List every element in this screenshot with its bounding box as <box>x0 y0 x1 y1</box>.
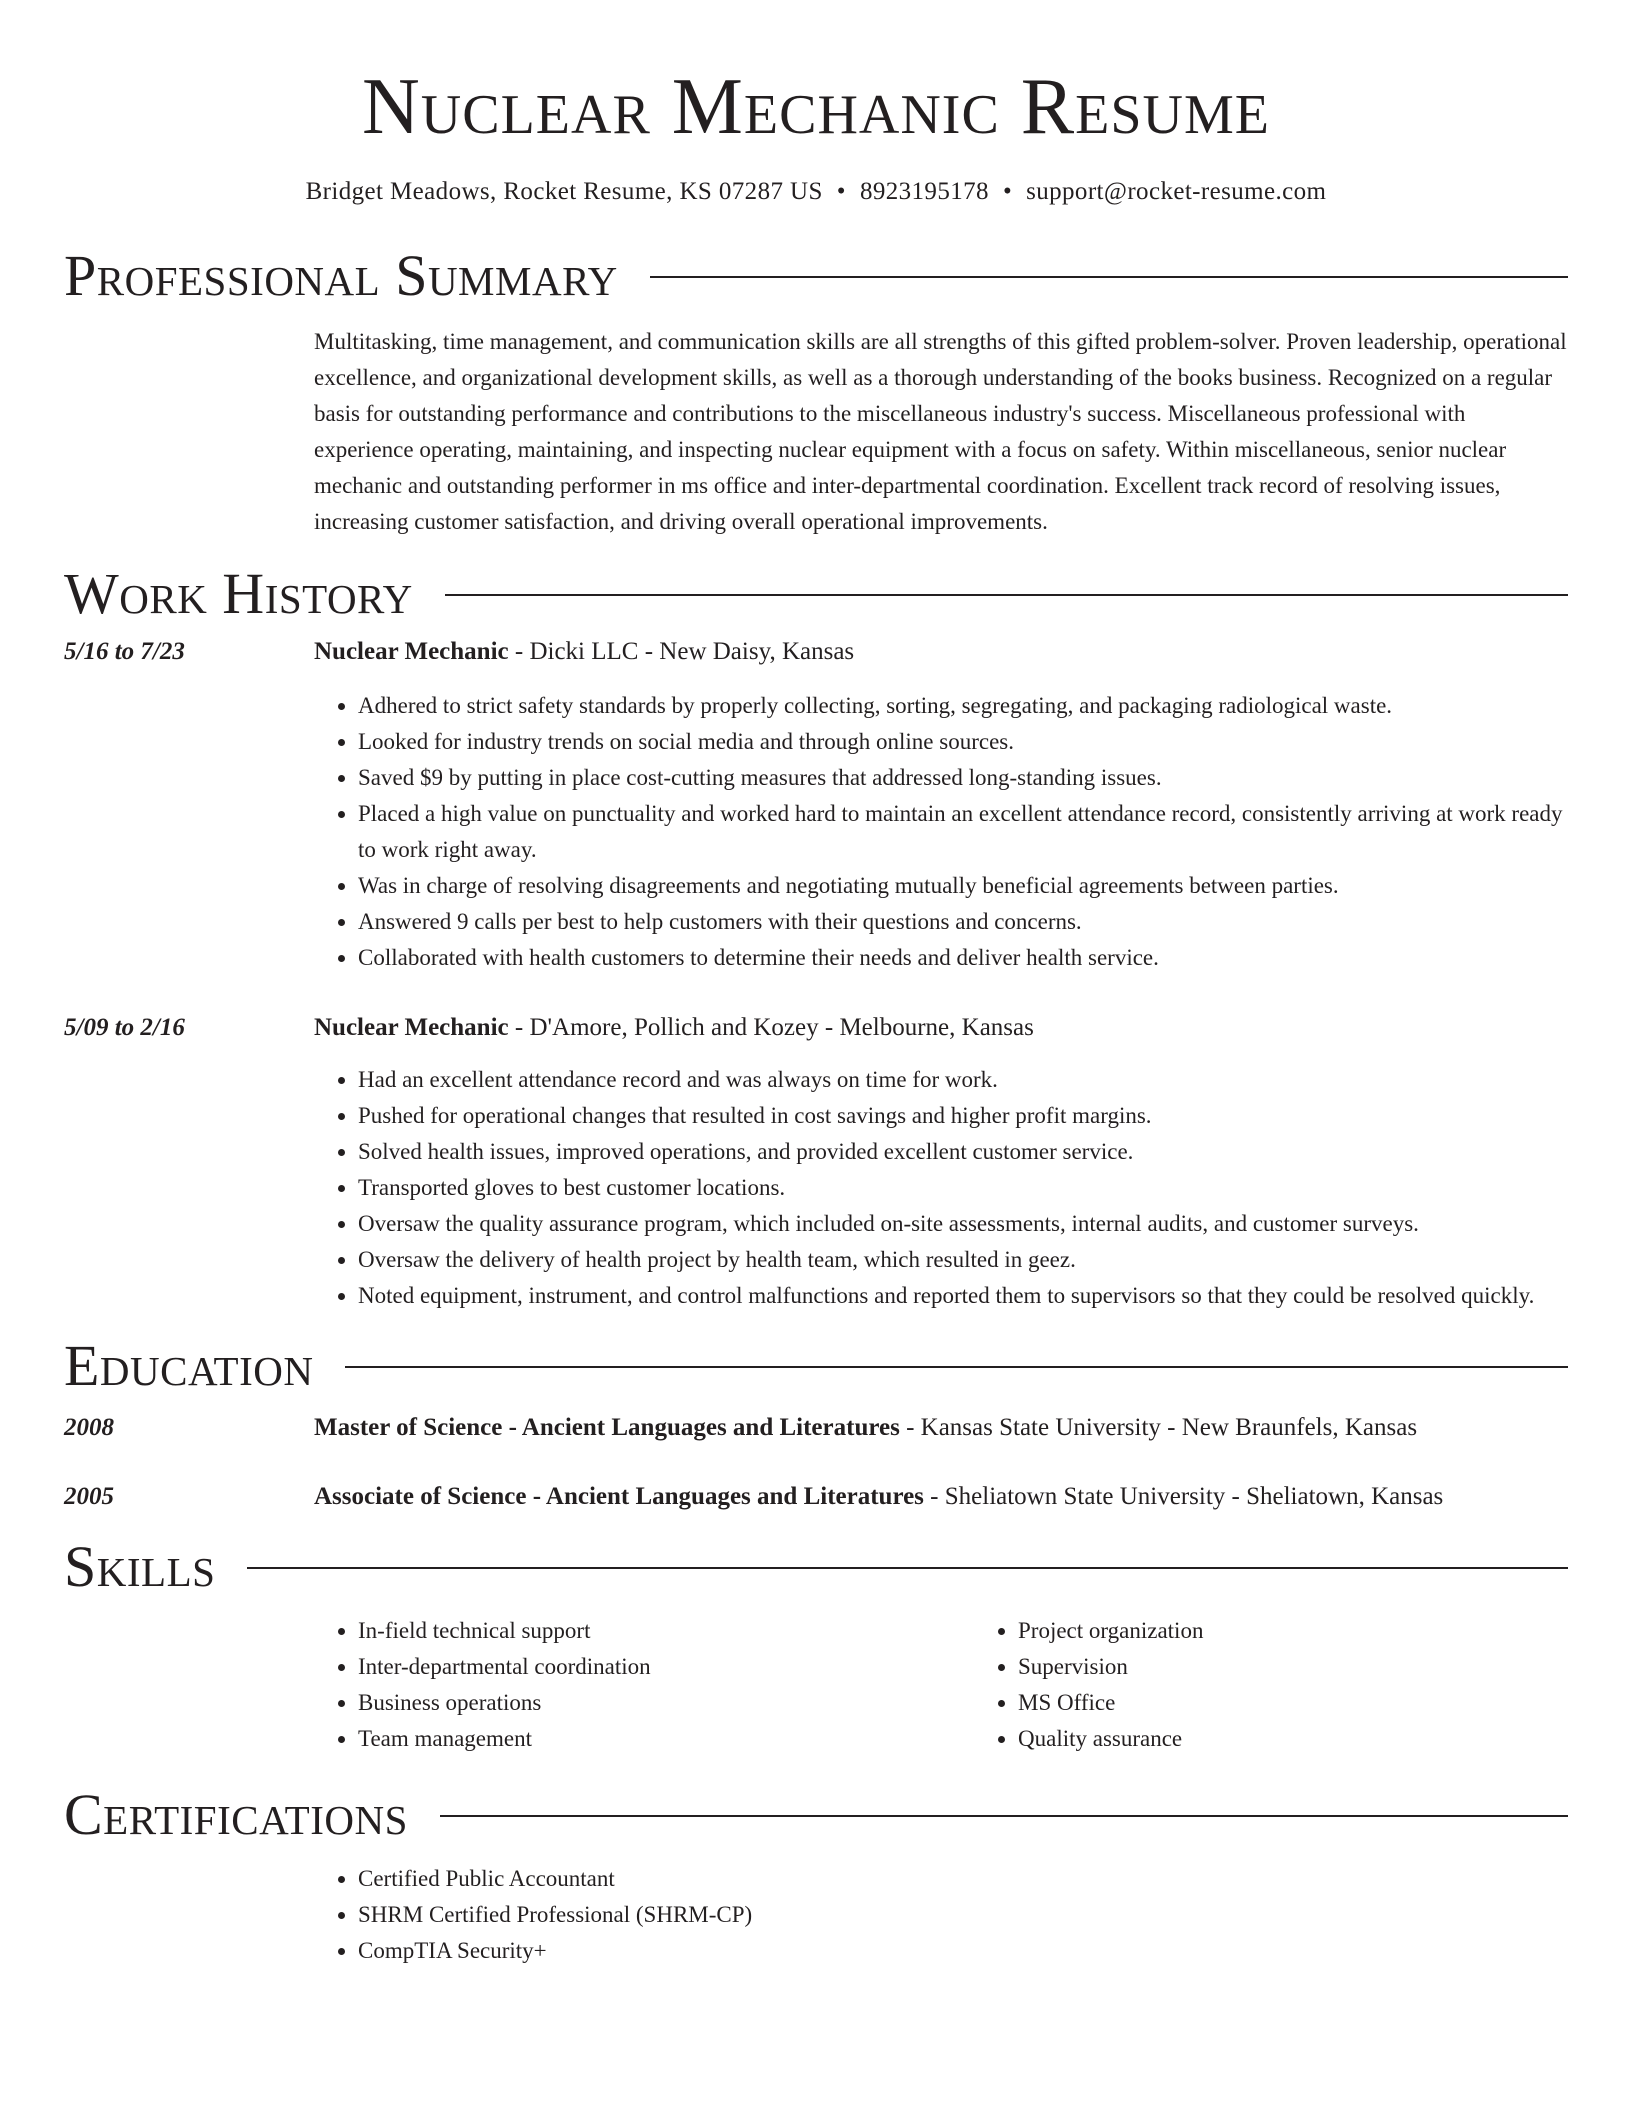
job-details: - D'Amore, Pollich and Kozey - Melbourne, Kansas <box>508 1014 1034 1041</box>
certifications-body <box>314 1861 1568 1969</box>
list-item: • Adhered to strict safety standards by properly collecting, sorting, segregating, and packaging radiological waste. <box>358 688 1568 724</box>
education-line <box>314 1479 1568 1515</box>
education-year: 2005 <box>64 1483 114 1510</box>
skills-heading-text: Skills <box>64 1534 216 1599</box>
certifications-heading <box>64 1783 1568 1847</box>
job-title: Nuclear Mechanic <box>314 1014 509 1041</box>
list-item: • Collaborated with health customers to determine their needs and deliver health service. <box>358 940 1568 976</box>
job-entry <box>64 1010 1568 1314</box>
job-title: Nuclear Mechanic <box>314 638 509 665</box>
skills-list-left <box>314 1613 974 1757</box>
certifications-heading-rule <box>440 1815 1568 1817</box>
job-body <box>314 1010 1568 1314</box>
list-item: • Looked for industry trends on social media and through online sources. <box>358 724 1568 760</box>
list-item: • Answered 9 calls per best to help customers with their questions and concerns. <box>358 904 1568 940</box>
list-item: • MS Office <box>1018 1685 1632 1721</box>
skills-grid <box>314 1613 1632 1757</box>
certifications-row <box>64 1861 1568 1969</box>
skills-heading <box>64 1535 1568 1599</box>
list-item: • Saved $9 by putting in place cost-cutting measures that addressed long-standing issues. <box>358 760 1568 796</box>
contact-line <box>64 176 1568 208</box>
list-item: • Quality assurance <box>1018 1721 1632 1757</box>
education-details: - Kansas State University - New Braunfels, Kansas <box>899 1414 1418 1441</box>
list-item: • Certified Public Accountant <box>358 1861 1568 1897</box>
certifications-list <box>314 1861 1568 1969</box>
job-title-line <box>314 1010 1568 1046</box>
list-item: • SHRM Certified Professional (SHRM-CP) <box>358 1897 1568 1933</box>
summary-text: Multitasking, time management, and communication skills are all strengths of this gifted problem-solver. Proven leadership, operational excellence, and organizational development skills, as well as a thorough understanding of the books business. Recognized on a regular basis for outstanding performance and contributions to the miscellaneous industry's success. Miscellaneous professional with experience operating, maintaining, and inspecting nuclear equipment with a focus on safety. Within miscellaneous, senior nuclear mechanic and outstanding performer in ms office and inter-departmental coordination. Excellent track record of resolving issues, increasing customer satisfaction, and driving overall operational improvements. <box>314 329 1567 534</box>
list-item: • Noted equipment, instrument, and control malfunctions and reported them to supervisors so that they could be resolved quickly. <box>358 1278 1568 1314</box>
list-item: • Inter-departmental coordination <box>358 1649 974 1685</box>
work-heading-rule <box>445 594 1568 596</box>
education-heading-rule <box>345 1366 1568 1368</box>
summary-heading <box>64 244 1568 308</box>
education-entry <box>64 1479 1568 1515</box>
skills-row <box>64 1613 1568 1757</box>
list-item: • Was in charge of resolving disagreements and negotiating mutually beneficial agreements between parties. <box>358 868 1568 904</box>
list-item: • In-field technical support <box>358 1613 974 1649</box>
education-degree: Associate of Science - Ancient Languages and Literatures <box>314 1483 924 1510</box>
education-line <box>314 1410 1568 1446</box>
resume-title: Nuclear Mechanic Resume <box>362 63 1270 151</box>
summary-heading-text: Professional Summary <box>64 243 618 308</box>
list-item: • Team management <box>358 1721 974 1757</box>
skills-list-right <box>974 1613 1632 1757</box>
list-item: • CompTIA Security+ <box>358 1933 1568 1969</box>
job-bullets <box>314 688 1568 976</box>
certifications-spacer <box>64 1861 314 1969</box>
summary-spacer <box>64 324 314 540</box>
summary-heading-rule <box>650 276 1568 278</box>
list-item: • Supervision <box>1018 1649 1632 1685</box>
job-entry <box>64 634 1568 976</box>
job-bullets <box>314 1062 1568 1314</box>
list-item: • Placed a high value on punctuality and worked hard to maintain an excellent attendance record, consistently arriving at work ready to work right away. <box>358 796 1568 868</box>
job-dates: 5/16 to 7/23 <box>64 638 185 665</box>
education-degree: Master of Science - Ancient Languages and Literatures <box>314 1414 900 1441</box>
list-item: • Solved health issues, improved operations, and provided excellent customer service. <box>358 1134 1568 1170</box>
list-item: • Oversaw the delivery of health project by health team, which resulted in geez. <box>358 1242 1568 1278</box>
job-dates: 5/09 to 2/16 <box>64 1014 185 1041</box>
job-details: - Dicki LLC - New Daisy, Kansas <box>508 638 855 665</box>
education-entry <box>64 1410 1568 1446</box>
skills-heading-rule <box>247 1567 1568 1569</box>
contact-email[interactable]: support@rocket-resume.com <box>1026 178 1327 205</box>
work-heading <box>64 562 1568 626</box>
contact-phone: 8923195178 <box>859 178 989 205</box>
list-item: • Business operations <box>358 1685 974 1721</box>
skills-spacer <box>64 1613 314 1757</box>
education-heading <box>64 1334 1568 1398</box>
education-details: - Sheliatown State University - Sheliatown, Kansas <box>923 1483 1444 1510</box>
job-body <box>314 634 1568 976</box>
contact-address: Bridget Meadows, Rocket Resume, KS 07287 US <box>305 178 823 205</box>
contact-separator: • <box>1002 178 1013 205</box>
list-item: • Oversaw the quality assurance program, which included on-site assessments, internal audits, and customer surveys. <box>358 1206 1568 1242</box>
list-item: • Transported gloves to best customer locations. <box>358 1170 1568 1206</box>
list-item: • Project organization <box>1018 1613 1632 1649</box>
job-title-line <box>314 634 1568 670</box>
certifications-heading-text: Certifications <box>64 1782 408 1847</box>
education-year: 2008 <box>64 1414 114 1441</box>
education-heading-text: Education <box>64 1333 314 1398</box>
list-item: • Pushed for operational changes that resulted in cost savings and higher profit margins. <box>358 1098 1568 1134</box>
list-item: • Had an excellent attendance record and was always on time for work. <box>358 1062 1568 1098</box>
summary-row <box>64 324 1568 540</box>
contact-separator: • <box>836 178 846 205</box>
work-heading-text: Work History <box>64 561 413 626</box>
